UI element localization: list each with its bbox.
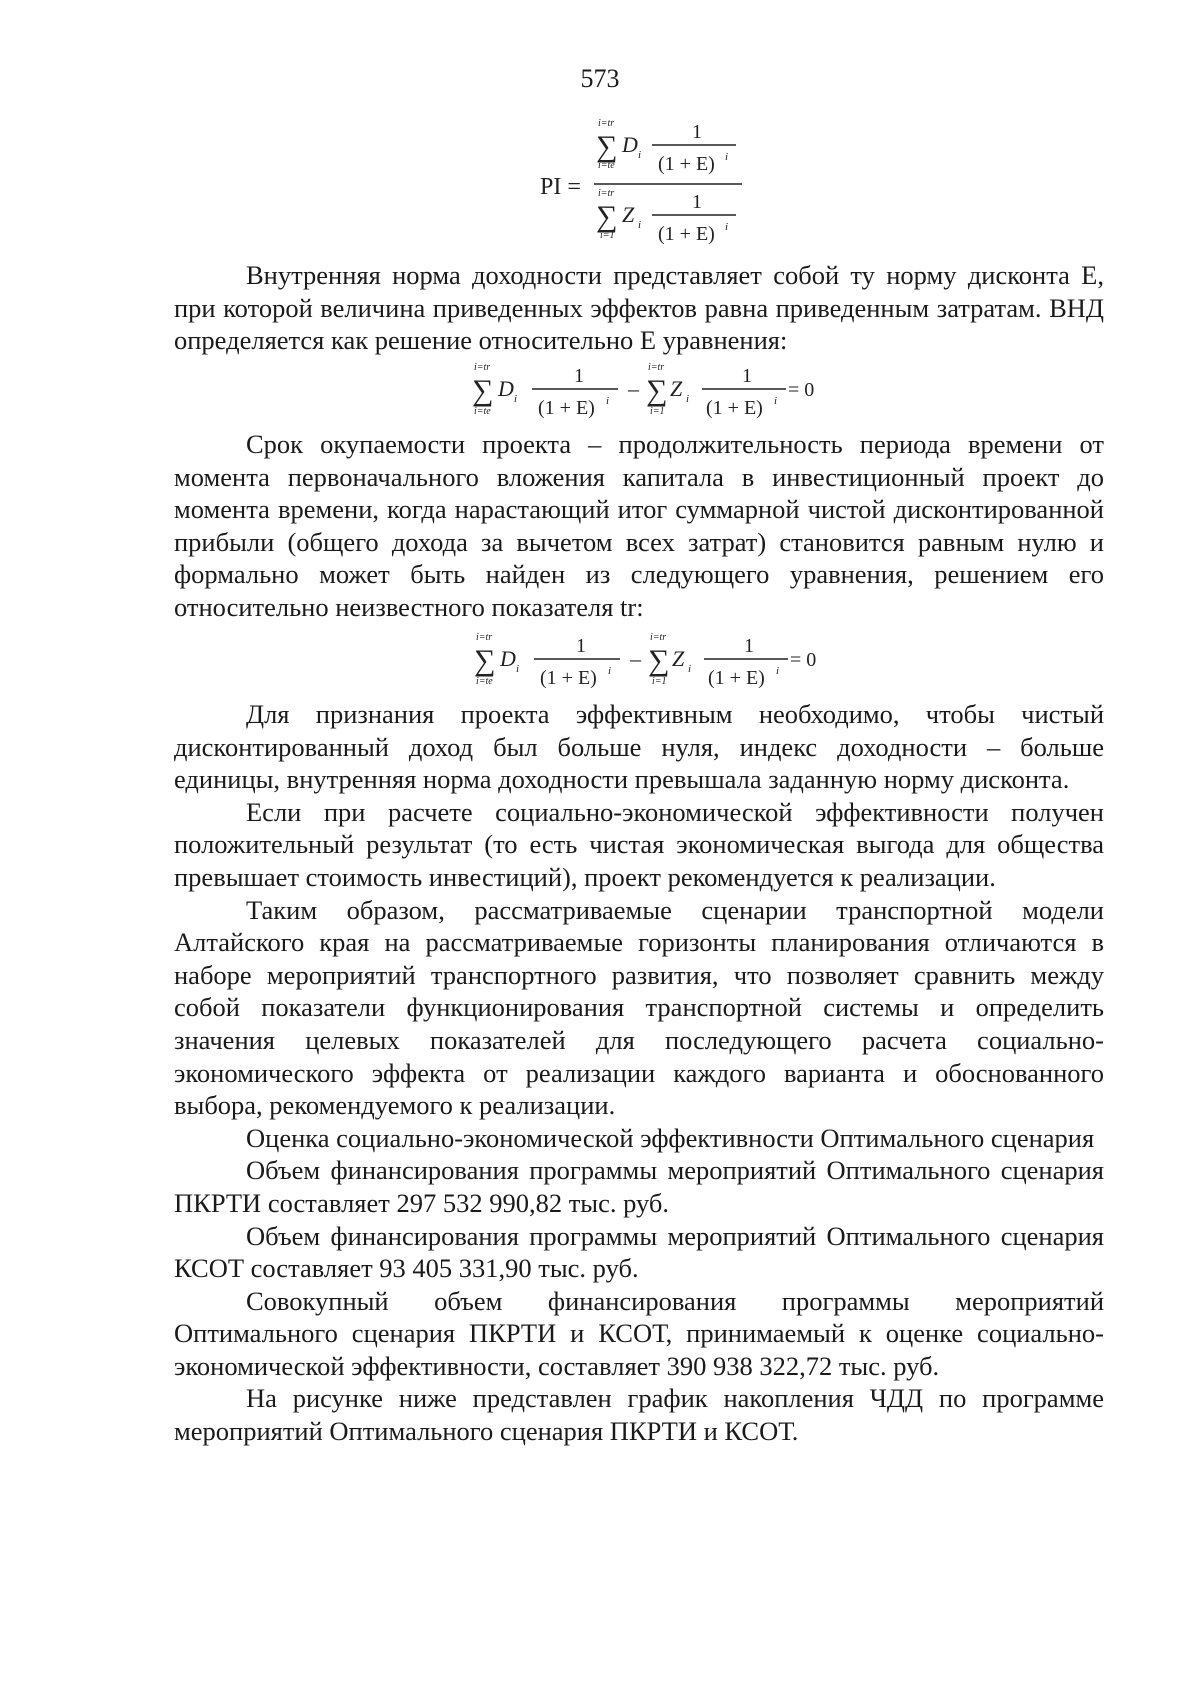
paragraph: Таким образом, рассматриваемые сценарии транспортной модели Алтайского края на рассматриваемые горизонты планирования отличаются в наборе мероприятий транспортного развития, что позволяет сравнить между собой показатели функционирования транспортной системы и определить значения целевых показателей для последующего расчета социально-экономического эффекта от реализации каждого варианта и обоснованного выбора, рекомендуемого к реализации.	[174, 894, 1104, 1121]
var-z: Z	[672, 646, 685, 671]
equals-zero: = 0	[788, 379, 815, 401]
formula-irr-equation	[470, 362, 830, 432]
paragraph: Если при расчете социально-экономической эффективности получен положительный результат (то есть чистая экономическая выгода для общества превышает стоимость инвестиций), проект рекомендуется к реализации.	[174, 796, 1104, 892]
exponent-i: i	[774, 395, 778, 407]
fraction-one: 1	[692, 121, 702, 143]
page-number: 573	[580, 64, 620, 93]
subscript-i: i	[686, 393, 690, 405]
var-d: D	[498, 376, 514, 401]
fraction-one: 1	[692, 191, 702, 213]
var-z: Z	[622, 202, 635, 227]
fraction-one: 1	[576, 635, 586, 657]
sum-sign: ∑	[646, 374, 668, 407]
text-block-1	[174, 259, 1104, 357]
discount-denominator: (1 + E)	[708, 667, 765, 689]
text-block-2	[174, 428, 1104, 624]
paragraph: Внутренняя норма доходности представляет собой ту норму дисконта Е, при которой величина приведенных эффектов равна приведенным затратам. ВНД определяется как решение относительно Е уравнения:	[174, 260, 1104, 356]
sum-lower-limit: i=te	[476, 676, 493, 687]
formula-lhs: PI =	[540, 174, 581, 200]
sum-sign: ∑	[474, 644, 496, 677]
discount-denominator: (1 + E)	[706, 397, 763, 419]
var-z: Z	[670, 376, 683, 401]
paragraph: Объем финансирования программы мероприятий Оптимального сценария КСОТ составляет 93 405 331,90 тыс. руб.	[174, 1220, 1104, 1284]
exponent-i: i	[725, 151, 729, 163]
sum-upper-limit: i=tr	[650, 632, 667, 643]
sum-sign: ∑	[648, 644, 670, 677]
var-d: D	[622, 132, 638, 157]
minus-sign: –	[628, 376, 639, 401]
equals-zero: = 0	[790, 649, 817, 671]
sum-upper-limit: i=tr	[474, 362, 491, 373]
sum-lower-limit: i=te	[598, 160, 615, 171]
sum-lower-limit: i=te	[474, 406, 491, 417]
exponent-i: i	[608, 665, 612, 677]
sum-sign: ∑	[596, 200, 618, 233]
sum-lower-limit: i=1	[652, 676, 667, 687]
text-block-3	[174, 698, 1104, 1448]
sum-upper-limit: i=tr	[476, 632, 493, 643]
section-heading: Оценка социально-экономической эффективности Оптимального сценария	[246, 1122, 1095, 1153]
subscript-i: i	[516, 663, 520, 675]
discount-denominator: (1 + E)	[658, 153, 715, 175]
formula-profitability-index	[540, 118, 760, 258]
paragraph: Срок окупаемости проекта – продолжительность периода времени от момента первоначального вложения капитала в инвестиционный проект до момента времени, когда нарастающий итог суммарной чистой дисконтированной прибыли (общего дохода за вычетом всех затрат) становится равным нулю и формально может быть найден из следующего уравнения, решением его относительно неизвестного показателя tr:	[174, 429, 1104, 622]
minus-sign: –	[630, 646, 641, 671]
exponent-i: i	[725, 221, 729, 233]
sum-upper-limit: i=tr	[648, 362, 665, 373]
discount-denominator: (1 + E)	[540, 667, 597, 689]
paragraph: Для признания проекта эффективным необходимо, чтобы чистый дисконтированный доход был больше нуля, индекс доходности – больше единицы, внутренняя норма доходности превышала заданную норму дисконта.	[174, 699, 1104, 795]
exponent-i: i	[606, 395, 610, 407]
fraction-one: 1	[744, 635, 754, 657]
sum-sign: ∑	[596, 130, 618, 163]
paragraph: Совокупный объем финансирования программы мероприятий Оптимального сценария ПКРТИ и КСОТ, принимаемый к оценке социально-экономической эффективности, составляет 390 938 322,72 тыс. руб.	[174, 1285, 1104, 1381]
paragraph: Объем финансирования программы мероприятий Оптимального сценария ПКРТИ составляет 297 532 990,82 тыс. руб.	[174, 1155, 1104, 1218]
var-d: D	[500, 646, 516, 671]
sum-lower-limit: i=1	[650, 406, 665, 417]
subscript-i: i	[638, 219, 642, 231]
paragraph: На рисунке ниже представлен график накопления ЧДД по программе мероприятий Оптимального сценария ПКРТИ и КСОТ.	[174, 1383, 1104, 1447]
subscript-i: i	[514, 393, 518, 405]
discount-denominator: (1 + E)	[538, 397, 595, 419]
sum-sign: ∑	[472, 374, 494, 407]
sum-lower-limit: i=1	[600, 230, 615, 241]
exponent-i: i	[776, 665, 780, 677]
fraction-one: 1	[742, 365, 752, 387]
fraction-one: 1	[574, 365, 584, 387]
subscript-i: i	[688, 663, 692, 675]
sum-upper-limit: i=tr	[598, 118, 615, 129]
formula-payback-equation	[472, 632, 832, 702]
sum-upper-limit: i=tr	[598, 188, 615, 199]
discount-denominator: (1 + E)	[658, 223, 715, 245]
subscript-i: i	[638, 149, 642, 161]
